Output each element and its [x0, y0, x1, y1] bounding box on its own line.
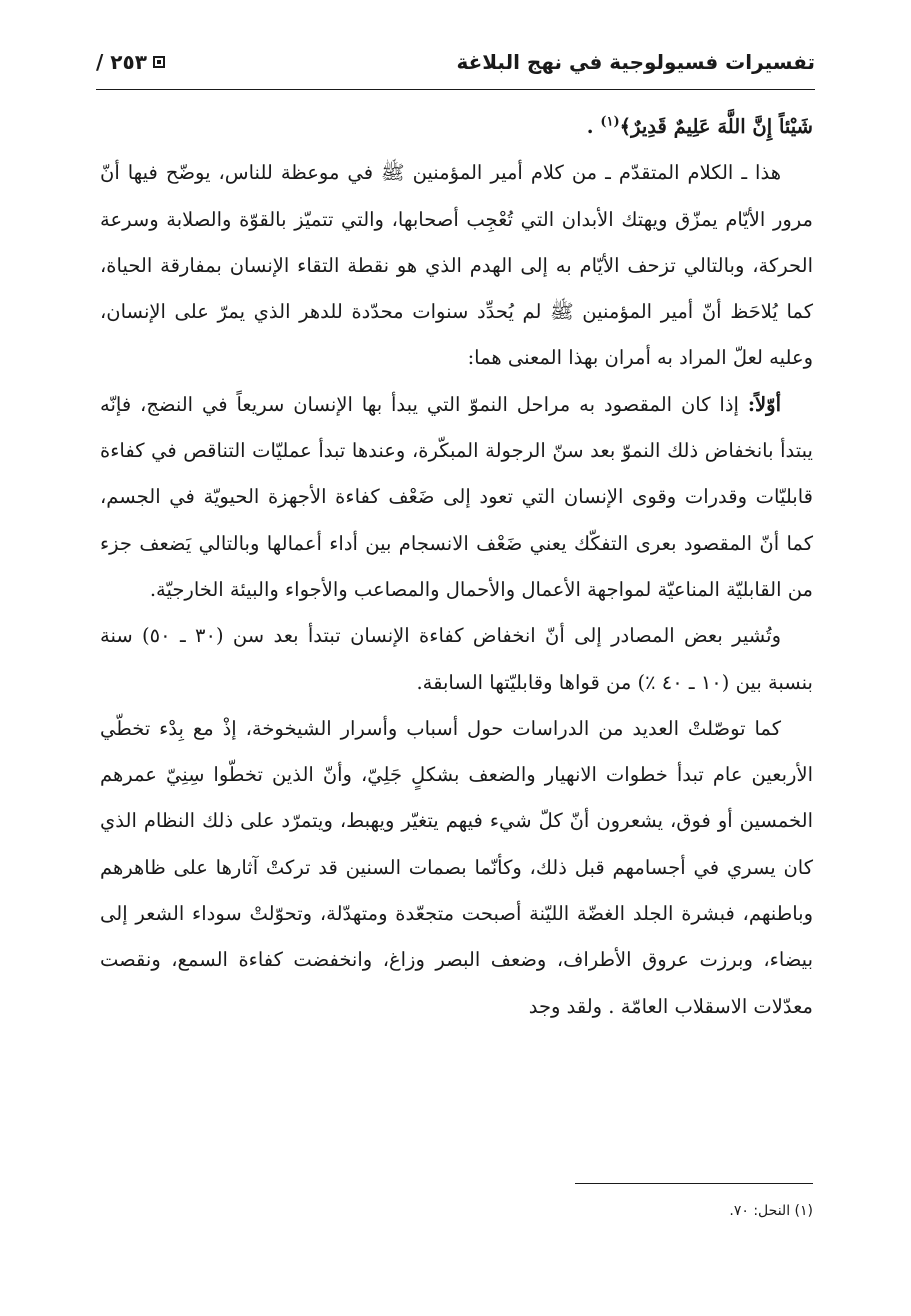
header-divider: [96, 89, 815, 90]
book-title: تفسيرات فسيولوجية في نهج البلاغة: [456, 50, 815, 74]
paragraph-2: [100, 382, 813, 613]
page-number: ٢٥٣ /: [96, 50, 147, 74]
quran-verse-line: [100, 104, 813, 150]
paragraph-2-text: إذا كان المقصود به مراحل النموّ التي يبدأ بها الإنسان سريعاً في النضج، فإنّه يبتدأ بانخفاض ذلك النموّ بعد سنّ الرجولة المبكّرة، وعندها تبدأ عمليّات التناقص في كفاءة قابليّات وقدرات وقوى الإنسان التي تعود إلى ضَعْف كفاءة الأجهزة الحيويّة في الجسم، كما أنّ المقصود بعرى التفكّك يعني ضَعْف الانسجام بين أداء أعمالها وبالتالي يَضعف جزء من القابليّة المناعيّة لمواجهة الأعمال والأحمال والمصاعب والأجواء والبيئة الخارجيّة.: [100, 392, 813, 601]
paragraph-2-lead: أوّلاً:: [747, 392, 781, 416]
paragraph-3: وتُشير بعض المصادر إلى أنّ انخفاض كفاءة الإنسان تبتدأ بعد سن (٣٠ ـ ٥٠) سنة بنسبة بين (١٠ ـ ٤٠ ٪) من قواها وقابليّتها السابقة.: [100, 624, 813, 694]
square-marker-icon: [153, 56, 165, 68]
page-number-block: [96, 50, 165, 74]
footnote-reference: (١): [600, 114, 620, 130]
running-header: [96, 40, 815, 84]
footnote-divider: [575, 1183, 813, 1184]
paragraph-1: هذا ـ الكلام المتقدّم ـ من كلام أمير المؤمنين ﷺ في موعظة للناس، يوضّح فيها أنّ مرور الأيّام يمزّق ويهتك الأبدان التي تُعْجِب أصحابها، والتي تتميّز بالقوّة والصلابة وسرعة الحركة، وبالتالي تزحف الأيّام به إلى الهدم الذي هو نقطة التقاء الإنسان بمفارقة الحياة، كما يُلاحَظ أنّ أمير المؤمنين ﷺ لم يُحدِّد سنوات محدّدة للدهر الذي يمرّ على الإنسان، وعليه لعلّ المراد به أمران بهذا المعنى هما:: [100, 161, 813, 370]
footnote: (١) النحل: ٧٠.: [729, 1203, 813, 1219]
paragraph-4: كما توصّلتْ العديد من الدراسات حول أسباب وأسرار الشيخوخة، إذْ مع بِدْء تخطّي الأربعين عام تبدأ خطوات الانهيار والضعف بشكلٍ جَلِيّ، وأنّ الذين تخطّوا سِنِيّ عمرهم الخمسين أو فوق، يشعرون أنّ كلّ شيء فيهم يتغيّر ويهبط، ويتمرّد على ذلك النظام الذي كان يسري في أجسامهم قبل ذلك، وكأنّما بصمات السنين قد تركتْ آثارها على ظاهرهم وباطنهم، فبشرة الجلد الغضّة الليّنة أصبحت متجعّدة ومتهدّلة، وتحوّلتْ سوداء الشعر إلى بيضاء، وبرزت عروق الأطراف، وضعف البصر وزاغ، وانخفضت كفاءة السمع، ونقصت معدّلات الاسقلاب العامّة . ولقد وجد: [100, 716, 813, 1018]
main-text: [100, 104, 813, 1030]
quran-verse-text: شَيْئاً إِنَّ اللَّهَ عَلِيمٌ قَدِيرٌ﴾: [619, 115, 813, 138]
verse-end-period: .: [586, 115, 594, 138]
